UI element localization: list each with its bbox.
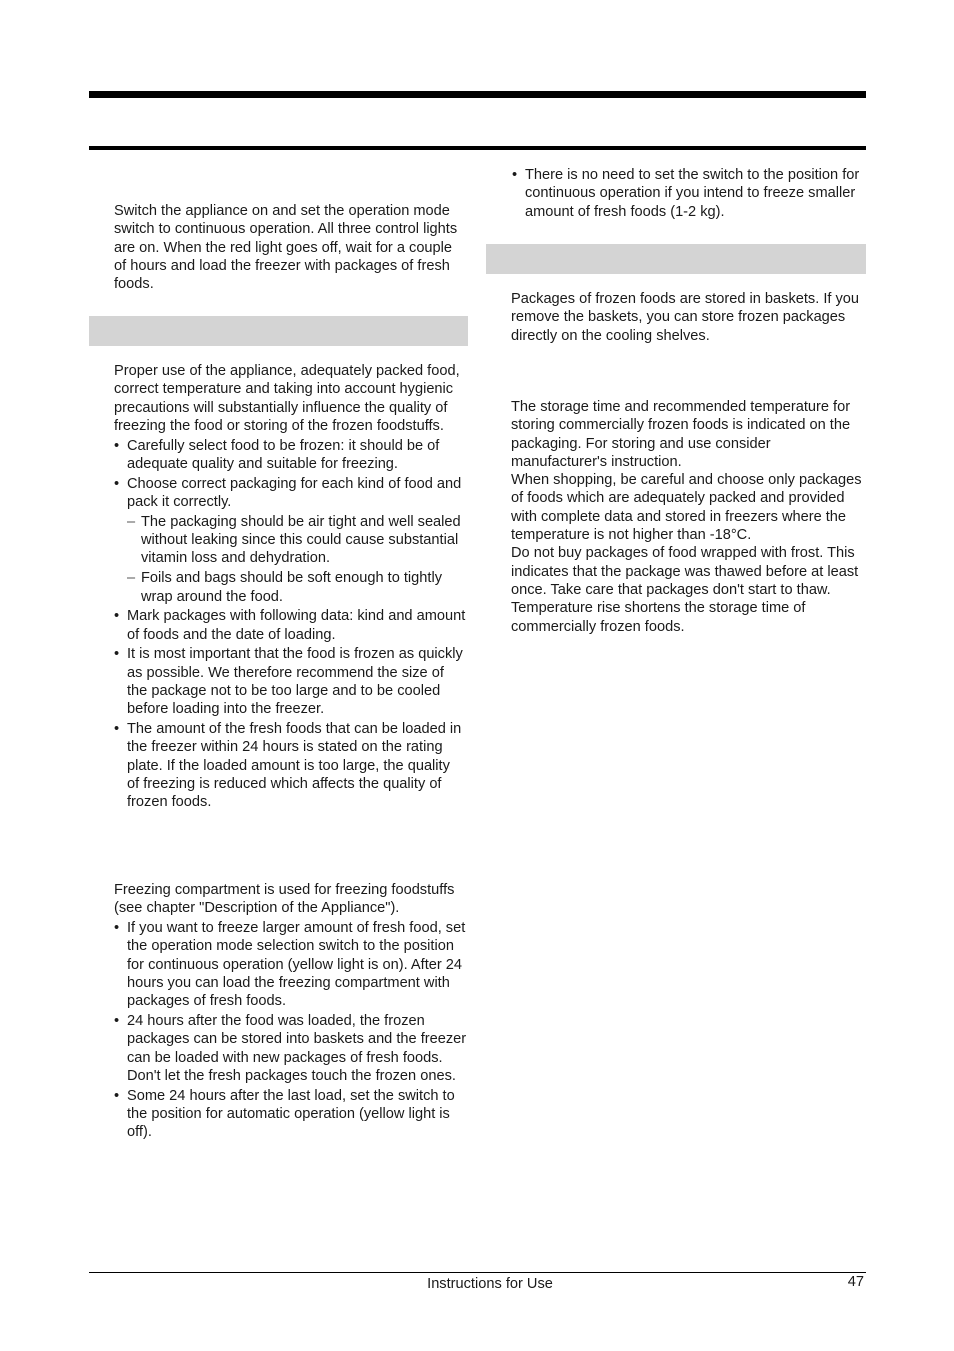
section-heading-band-right [486,244,866,274]
freezing-steps-list [114,919,468,1142]
freezing-tips-list [114,437,466,812]
footer-rule [89,1272,866,1273]
list-item: • Carefully select food to be frozen: it should be of adequate quality and suitable for freezing. [114,437,466,474]
storage-paragraph: Packages of frozen foods are stored in baskets. If you remove the baskets, you can store frozen packages directly on the cooling shelves. [511,291,860,344]
commercial-frozen-section: The storage time and recommended temperature for storing commercially frozen foods is indicated on the packaging. For storing and use consider manufacturer's instruction. When shopping, be careful and choose only packages of foods which are adequately packed and provided with complete data and stored in freezers where the temperature is not higher than -18°C. Do not buy packages of food wrapped with frost. This indicates that the package was thawed before at least once. Take care that packages don't start to thaw. Temperature rise shortens the storage time of commercially frozen foods. [511,399,862,635]
small-amount-note [512,166,866,221]
page-number: 47 [847,1274,864,1290]
packaging-sublist [127,513,466,606]
list-item: – The packaging should be air tight and well sealed without leaking since this could cause substantial vitamin loss and dehydration. [127,513,466,568]
header-rule-thick [89,91,866,98]
list-item: • If you want to freeze larger amount of fresh food, set the operation mode selection switch to the position for continuous operation (yellow light is on). After 24 hours you can load the freezing compartment with packages of fresh foods. [114,919,468,1010]
section-heading-band-left [89,316,468,346]
list-item: • Some 24 hours after the last load, set the switch to the position for automatic operation (yellow light is off). [114,1087,468,1142]
list-item: • Choose correct packaging for each kind of food and pack it correctly. – The packaging should be air tight and well sealed without leaking since this could cause substantial vitamin loss and dehydration. – Foils and bags should be soft enough to tightly wrap around the food. [114,475,466,606]
list-item: • 24 hours after the food was loaded, the frozen packages can be stored into baskets and the freezer can be loaded with new packages of fresh foods. Don't let the fresh packages touch the frozen ones. [114,1012,468,1085]
footer-label: Instructions for Use [427,1276,553,1292]
freezing-tips-section [114,362,466,812]
header-rule [89,146,866,150]
list-item: • It is most important that the food is frozen as quickly as possible. We therefore recommend the size of the package not to be too large and to be cooled before loading into the freezer. [114,645,466,718]
list-item: • The amount of the fresh foods that can be loaded in the freezer within 24 hours is stated on the rating plate. If the loaded amount is too large, the quality of freezing is reduced which affects the quality of frozen foods. [114,720,466,811]
freezing-compartment-section [114,881,468,1142]
freezing-tips-intro: Proper use of the appliance, adequately packed food, correct temperature and taking into account hygienic precautions will substantially influence the quality of freezing the food or storing of the frozen foodstuffs. [114,363,460,434]
list-item: • There is no need to set the switch to the position for continuous operation if you intend to freeze smaller amount of fresh foods (1-2 kg). [512,166,866,221]
freezing-compartment-intro: Freezing compartment is used for freezing foodstuffs (see chapter "Description of the Appliance"). [114,882,455,917]
list-item: – Foils and bags should be soft enough to tightly wrap around the food. [127,569,466,606]
intro-paragraph: Switch the appliance on and set the operation mode switch to continuous operation. All three control lights are on. When the red light goes off, wait for a couple of hours and load the freezer with packages of fresh foods. [114,203,458,293]
list-item: • Mark packages with following data: kind and amount of foods and the date of loading. [114,607,466,644]
